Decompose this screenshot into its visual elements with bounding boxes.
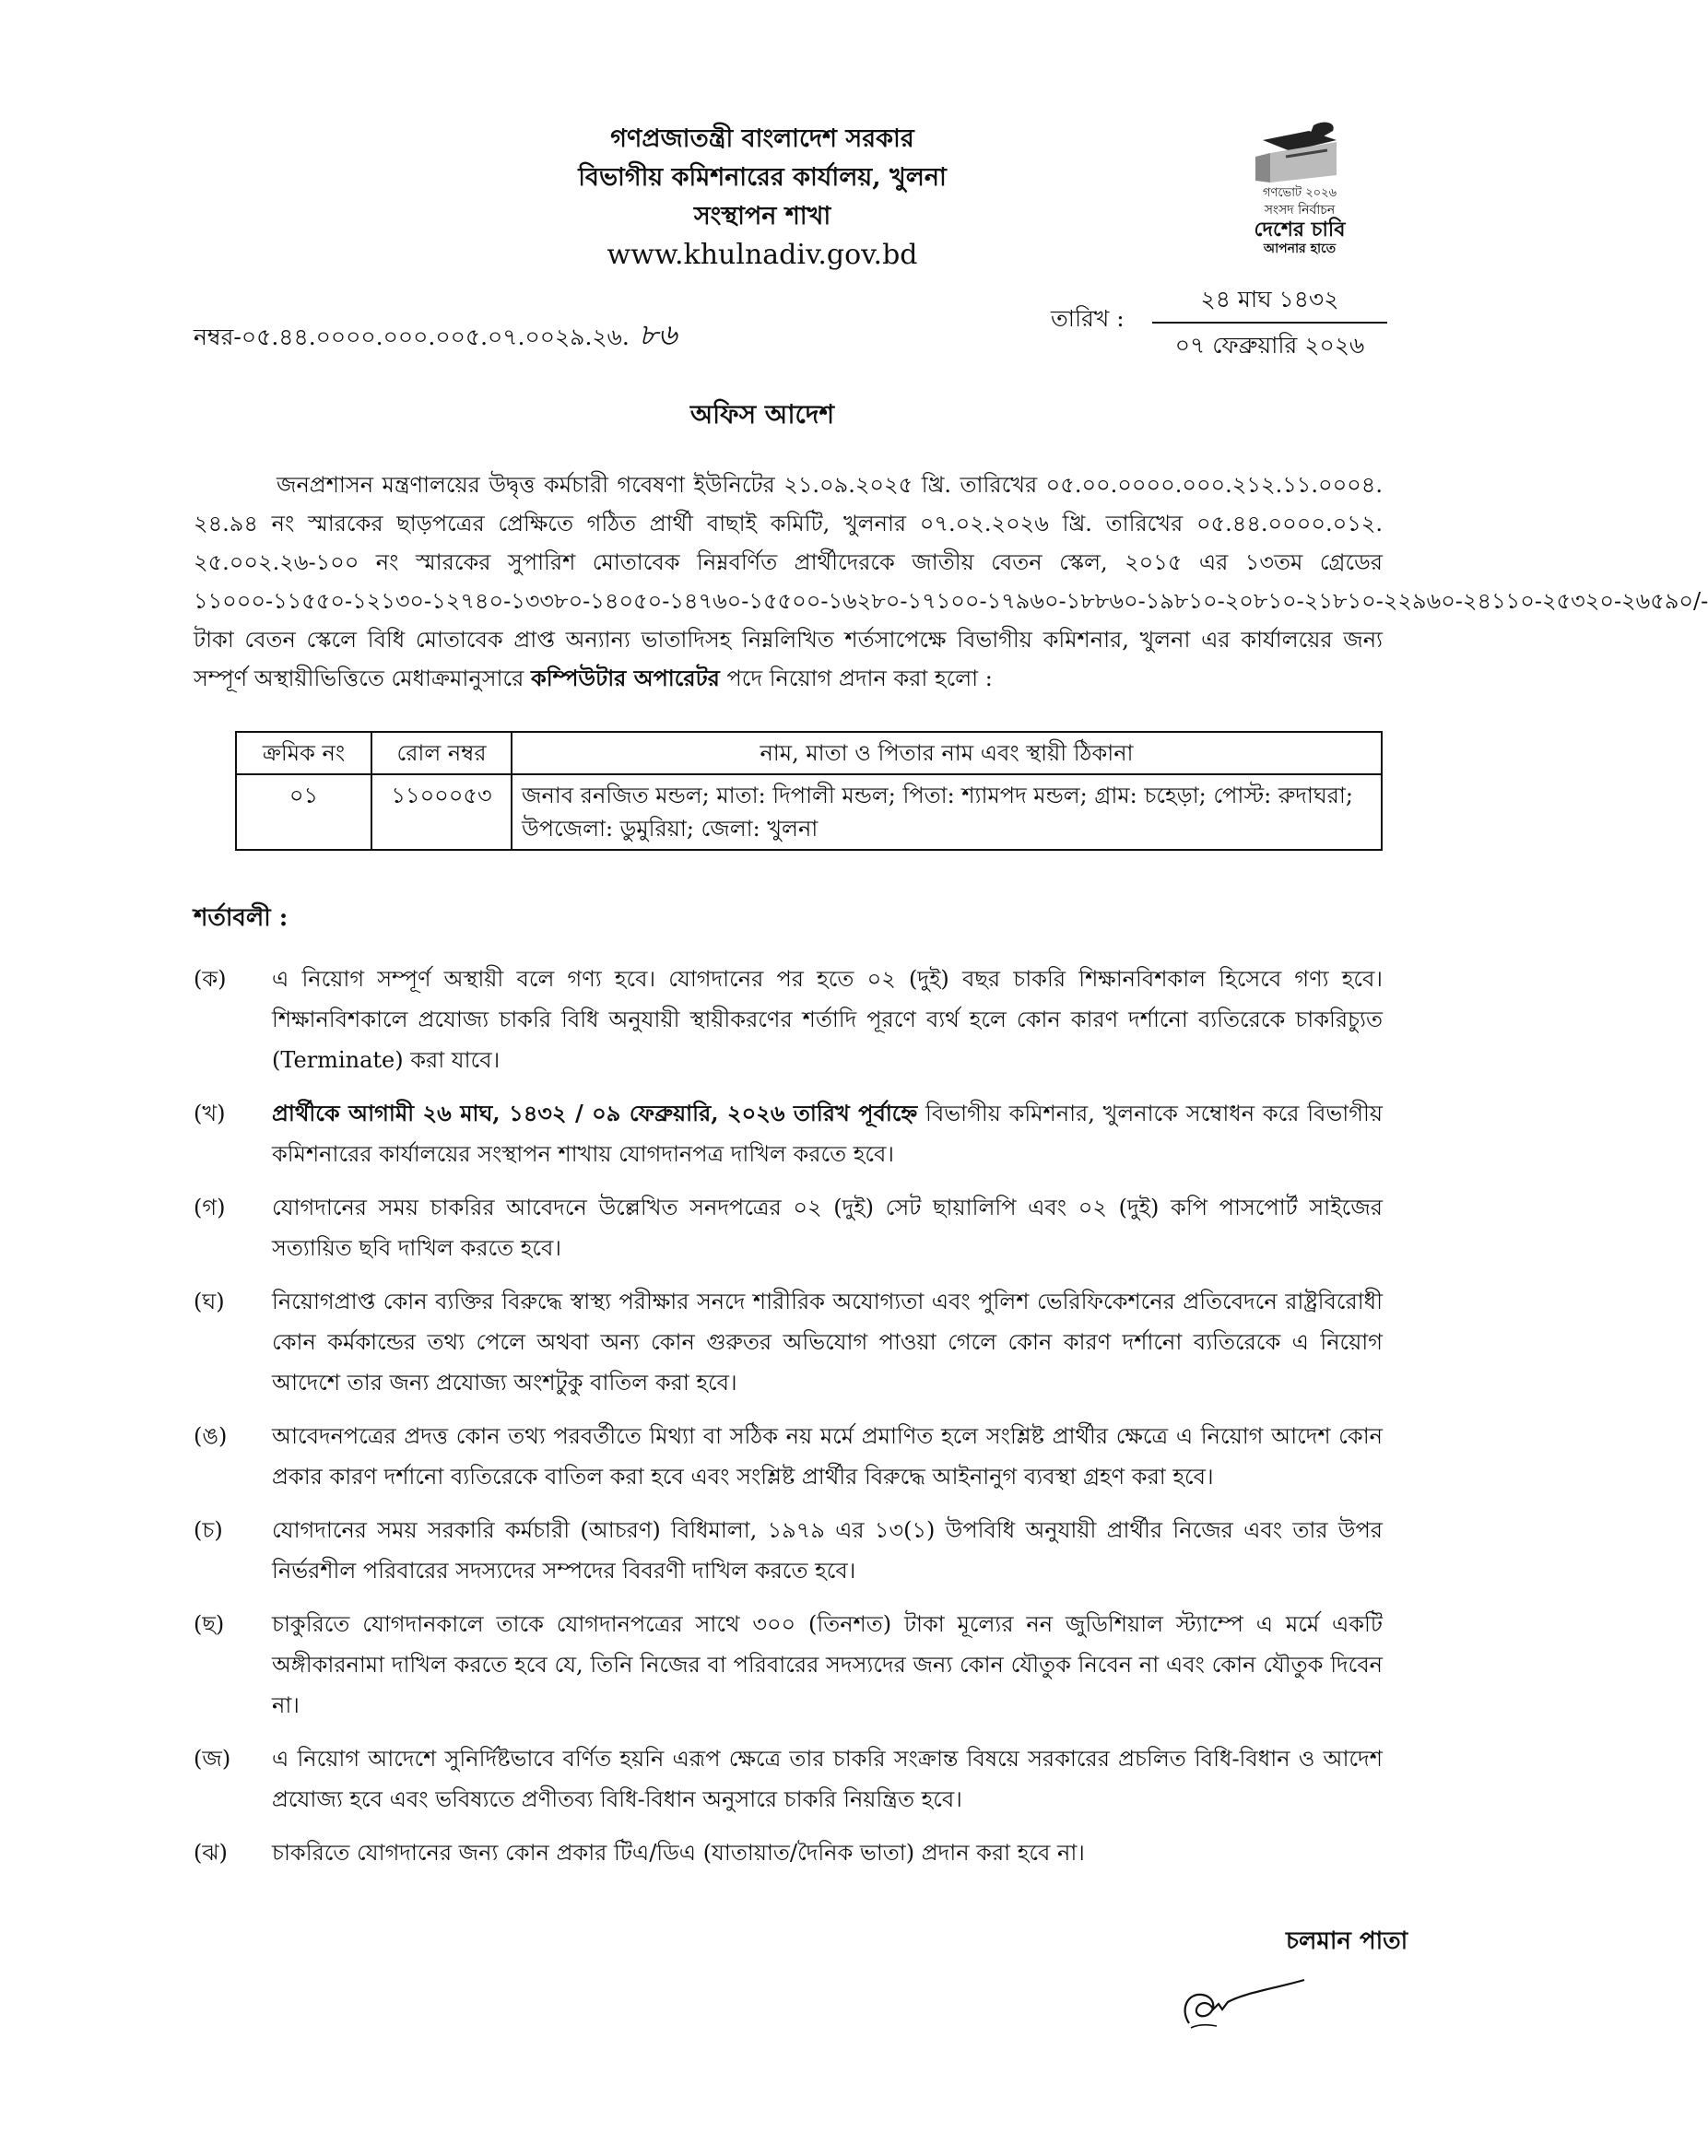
condition-label: (খ) [194, 1101, 226, 1126]
header-roll: রোল নম্বর [371, 732, 512, 774]
condition-text: এ নিয়োগ সম্পূর্ণ অস্থায়ী বলে গণ্য হবে। যোগদানের পর হতে ০২ (দুই) বছর চাকরি শিক্ষানবিশকাল হিসেবে গণ্য হবে। শিক্ষানবিশকালে প্রযোজ্য চাকরি বিধি অনুযায়ী স্থায়ীকরণের শর্তাদি পূরণে ব্যর্থ হলে কোন কারণ দর্শানো ব্যতিরেকে চাকরিচ্যুত (Terminate) করা যাবে। [272, 966, 1383, 1073]
condition-label: (ছ) [194, 1611, 225, 1637]
condition-label: (ক) [194, 966, 227, 992]
logo-line-2: সংসদ নির্বাচন [1264, 203, 1336, 218]
date-label: তারিখ : [1051, 305, 1125, 332]
intro-text-end: পদে নিয়োগ প্রদান করা হলো : [726, 666, 993, 691]
conditions-heading: শর্তাবলী : [194, 904, 289, 932]
office-name: বিভাগীয় কমিশনারের কার্যালয়, খুলনা [578, 163, 947, 192]
website-link[interactable]: www.khulnadiv.gov.bd [607, 239, 918, 271]
government-name: গণপ্রজাতন্ত্রী বাংলাদেশ সরকার [610, 124, 914, 153]
condition-item [194, 959, 1383, 1080]
condition-rest-text: বিভাগীয় কমিশনার, খুলনাকে সম্বোধন করে বিভাগীয় কমিশনারের কার্যালয়ের সংস্থাপন শাখায় যোগদানপত্র দাখিল করতে হবে। [272, 1101, 1383, 1167]
condition-item [194, 1510, 1383, 1591]
condition-label: (গ) [194, 1195, 226, 1220]
signature [1171, 1973, 1309, 2037]
condition-text: চাকরিতে যোগদানের জন্য কোন প্রকার টিএ/ডিএ (যাতায়াত/দৈনিক ভাতা) প্রদান করা হবে না। [272, 1840, 1085, 1866]
table-header-row [236, 732, 1382, 774]
cell-details: জনাব রনজিত মন্ডল; মাতা: দিপালী মন্ডল; পিতা: শ্যামপদ মন্ডল; গ্রাম: চহেড়া; পোস্ট: রুদাঘরা; উপজেলা: ডুমুরিয়া; জেলা: খুলনা [512, 774, 1382, 850]
candidate-table [235, 731, 1383, 851]
condition-item [194, 1187, 1383, 1268]
condition-item [194, 1093, 1383, 1174]
document-title: অফিস আদেশ [689, 399, 835, 430]
condition-label: (জ) [194, 1746, 231, 1772]
date-bangla: ২৪ মাঘ ১৪৩২ [1200, 286, 1339, 312]
condition-bold-text: প্রার্থীকে আগামী ২৬ মাঘ, ১৪৩২ / ০৯ ফেব্রুয়ারি, ২০২৬ তারিখ পূর্বাহ্নে [272, 1100, 918, 1126]
condition-text [272, 1093, 1383, 1174]
condition-label: (চ) [194, 1517, 223, 1543]
date-english: ০৭ ফেব্রুয়ারি ২০২৬ [1174, 332, 1365, 359]
section-name: সংস্থাপন শাখা [693, 202, 831, 230]
continuation-note: চলমান পাতা [1286, 1927, 1408, 1955]
condition-text: যোগদানের সময় সরকারি কর্মচারী (আচরণ) বিধিমালা, ১৯৭৯ এর ১৩(১) উপবিধি অনুযায়ী প্রার্থীর নিজের এবং তার উপর নির্ভরশীল পরিবারের সদস্যদের সম্পদের বিবরণী দাখিল করতে হবে। [272, 1517, 1383, 1584]
intro-paragraph [194, 465, 1708, 698]
header-serial: ক্রমিক নং [236, 732, 371, 774]
signature-icon [1171, 1973, 1309, 2037]
condition-text: চাকুরিতে যোগদানকালে তাকে যোগদানপত্রের সাথে ৩০০ (তিনশত) টাকা মূল্যের নন জুডিশিয়াল স্ট্যাম্পে এ মর্মে একটি অঙ্গীকারনামা দাখিল করতে হবে যে, তিনি নিজের বা পরিবারের সদস্যদের জন্য কোন যৌতুক নিবেন না এবং কোন যৌতুক দিবেন না। [272, 1611, 1383, 1718]
date-divider [1152, 322, 1387, 324]
logo-line-4: আপনার হাতে [1263, 242, 1337, 256]
condition-text: এ নিয়োগ আদেশে সুনির্দিষ্টভাবে বর্ণিত হয়নি এরূপ ক্ষেত্রে তার চাকরি সংক্রান্ত বিষয়ে সরকারের প্রচলিত বিধি-বিধান ও আদেশ প্রযোজ্য হবে এবং ভবিষ্যতে প্রণীতব্য বিধি-বিধান অনুসারে চাকরি নিয়ন্ত্রিত হবে। [272, 1746, 1383, 1812]
election-logo [1198, 120, 1401, 256]
logo-line-3: দেশের চাবি [1254, 218, 1346, 242]
post-name: কম্পিউটার অপারেটর [530, 665, 720, 691]
condition-text: আবেদনপত্রের প্রদত্ত কোন তথ্য পরবর্তীতে মিথ্যা বা সঠিক নয় মর্মে প্রমাণিত হলে সংশ্লিষ্ট প্রার্থীর ক্ষেত্রে এ নিয়োগ আদেশ কোন প্রকার কারণ দর্শানো ব্যতিরেকে বাতিল করা হবে এবং সংশ্লিষ্ট প্রার্থীর বিরুদ্ধে আইনানুগ ব্যবস্থা গ্রহণ করা হবে। [272, 1423, 1383, 1490]
condition-item [194, 1832, 1383, 1873]
conditions-list [194, 959, 1383, 1886]
header-details: নাম, মাতা ও পিতার নাম এবং স্থায়ী ঠিকানা [512, 732, 1382, 774]
condition-text: নিয়োগপ্রাপ্ত কোন ব্যক্তির বিরুদ্ধে স্বাস্থ্য পরীক্ষার সনদে শারীরিক অযোগ্যতা এবং পুলিশ ভেরিফিকেশনের প্রতিবেদনে রাষ্ট্রবিরোধী কোন কর্মকান্ডের তথ্য পেলে অথবা অন্য কোন গুরুতর অভিযোগ পাওয়া গেলে কোন কারণ দর্শানো ব্যতিরেকে এ নিয়োগ আদেশে তার জন্য প্রযোজ্য অংশটুকু বাতিল করা হবে। [272, 1289, 1383, 1396]
condition-label: (ঙ) [194, 1423, 228, 1449]
memo-number-text: নম্বর-০৫.৪৪.০০০০.০০০.০০৫.০৭.০০২৯.২৬. [194, 324, 630, 350]
condition-item [194, 1738, 1383, 1820]
condition-label: (ঝ) [194, 1840, 228, 1866]
memo-number [194, 312, 677, 361]
cell-roll: ১১০০০৫৩ [371, 774, 512, 850]
condition-item [194, 1416, 1383, 1497]
logo-line-1: গণভোট ২০২৬ [1262, 186, 1337, 200]
intro-text: জনপ্রশাসন মন্ত্রণালয়ের উদ্বৃত্ত কর্মচারী গবেষণা ইউনিটের ২১.০৯.২০২৫ খ্রি. তারিখের ০৫.০০.০০০০.০০০.২১২.১১.০০০৪. ২৪.৯৪ নং স্মারকের ছাড়পত্রের প্রেক্ষিতে গঠিত প্রার্থী বাছাই কমিটি, খুলনার ০৭.০২.২০২৬ খ্রি. তারিখের ০৫.৪৪.০০০০.০১২. ২৫.০০২.২৬-১০০ নং স্মারকের সুপারিশ মোতাবেক নিম্নবর্ণিত প্রার্থীদেরকে জাতীয় বেতন স্কেল, ২০১৫ এর ১৩তম গ্রেডের ১১০০০-১১৫৫০-১২১৩০-১২৭৪০-১৩৩৮০-১৪০৫০-১৪৭৬০-১৫৫০০-১৬২৮০-১৭১০০-১৭৯৬০-১৮৮৬০-১৯৮১০-২০৮১০-২১৮১০-২২৯৬০-২৪১১০-২৫৩২০-২৬৫৯০/-টাকা বেতন স্কেলে বিধি মোতাবেক প্রাপ্ত অন্যান্য ভাতাদিসহ নিম্নলিখিত শর্তসাপেক্ষে বিভাগীয় কমিশনার, খুলনা এর কার্যালয়ের জন্য সম্পূর্ণ অস্থায়ীভিত্তিতে মেধাক্রমানুসারে [194, 472, 1708, 691]
memo-handwritten-suffix: ৮৬ [638, 317, 677, 352]
condition-item [194, 1281, 1383, 1403]
condition-label: (ঘ) [194, 1289, 225, 1314]
table-row [236, 774, 1382, 850]
date-block [1152, 281, 1387, 364]
cell-serial: ০১ [236, 774, 371, 850]
condition-text: যোগদানের সময় চাকরির আবেদনে উল্লেখিত সনদপত্রের ০২ (দুই) সেট ছায়ালিপি এবং ০২ (দুই) কপি পাসপোর্ট সাইজের সত্যায়িত ছবি দাখিল করতে হবে। [272, 1195, 1383, 1261]
condition-item [194, 1604, 1383, 1726]
